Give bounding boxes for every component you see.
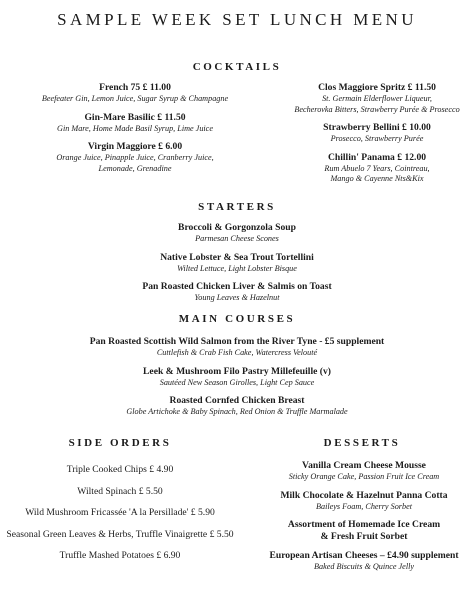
starter-name: Pan Roasted Chicken Liver & Salmis on Toast <box>142 281 332 292</box>
starters-heading: STARTERS <box>198 201 276 213</box>
dessert-item <box>254 460 474 483</box>
dessert-desc: Baileys Foam, Cherry Sorbet <box>316 501 412 511</box>
menu-title: SAMPLE WEEK SET LUNCH MENU <box>57 10 417 29</box>
starter-desc: Parmesan Cheese Scones <box>195 234 279 243</box>
cocktail-name: Chillin' Panama £ 12.00 <box>327 151 427 163</box>
cocktail-item <box>10 141 260 174</box>
side-order-item: Triple Cooked Chips £ 4.90 <box>66 464 174 475</box>
side-orders-heading: SIDE ORDERS <box>68 437 172 449</box>
cocktail-desc: Lemonade, Grenadine <box>98 163 172 173</box>
cocktail-desc: St. Germain Elderflower Liqueur, <box>322 94 432 103</box>
starter-item <box>0 222 474 245</box>
main-course-desc: Cuttlefish & Crab Fish Cake, Watercress Velouté <box>156 348 318 357</box>
dessert-item <box>254 490 474 513</box>
starters-list <box>0 222 474 311</box>
cocktail-desc: Rum Abuelo 7 Years, Cointreau, <box>324 163 430 173</box>
starter-desc: Young Leaves & Hazelnut <box>194 293 280 302</box>
cocktail-desc: Beefeater Gin, Lemon Juice, Sugar Syrup & Champagne <box>41 94 229 103</box>
main-course-name: Leek & Mushroom Filo Pastry Millefeuille (v) <box>143 365 331 377</box>
dessert-name: Milk Chocolate & Hazelnut Panna Cotta <box>280 489 448 501</box>
starter-item <box>0 252 474 275</box>
starter-name: Broccoli & Gorgonzola Soup <box>178 222 296 233</box>
dessert-item <box>254 550 474 573</box>
cocktail-name: French 75 £ 11.00 <box>99 82 171 93</box>
cocktail-name: Strawberry Bellini £ 10.00 <box>323 122 431 133</box>
dessert-item <box>254 519 474 543</box>
main-course-item <box>0 336 474 359</box>
cocktail-desc: Prosecco, Strawberry Purée <box>330 134 424 143</box>
cocktail-item <box>10 112 260 135</box>
dessert-name-line2: & Fresh Fruit Sorbet <box>320 531 408 542</box>
main-course-name: Pan Roasted Scottish Wild Salmon from the River Tyne - £5 supplement <box>89 336 385 347</box>
main-course-name: Roasted Cornfed Chicken Breast <box>169 395 305 406</box>
main-course-desc: Sautéed New Season Girolles, Light Cep Sauce <box>159 377 315 387</box>
dessert-name: Vanilla Cream Cheese Mousse <box>302 460 426 471</box>
main-course-item <box>0 366 474 389</box>
main-course-item <box>0 395 474 418</box>
cocktails-right-column <box>285 82 469 192</box>
main-courses-list <box>0 336 474 425</box>
cocktail-name: Virgin Maggiore £ 6.00 <box>87 141 183 152</box>
dessert-desc: Baked Biscuits & Quince Jelly <box>313 562 415 571</box>
dessert-desc: Sticky Orange Cake, Passion Fruit Ice Cream <box>288 472 440 481</box>
cocktail-desc: Gin Mare, Home Made Basil Syrup, Lime Juice <box>57 123 213 133</box>
side-order-item: Truffle Mashed Potatoes £ 6.90 <box>59 550 181 561</box>
side-orders-list <box>0 464 240 572</box>
desserts-list <box>254 460 474 580</box>
cocktail-name: Gin-Mare Basilic £ 11.50 <box>84 111 186 123</box>
starter-item <box>0 281 474 304</box>
side-order-item: Wilted Spinach £ 5.50 <box>77 485 163 497</box>
cocktail-desc: Mango & Cayenne Nts&Kix <box>330 174 424 183</box>
side-order-item: Seasonal Green Leaves & Herbs, Truffle Vinaigrette £ 5.50 <box>6 528 234 540</box>
cocktail-name: Clos Maggiore Spritz £ 11.50 <box>318 82 436 93</box>
main-courses-heading: MAIN COURSES <box>178 313 296 325</box>
main-course-desc: Globe Artichoke & Baby Spinach, Red Onion & Truffle Marmalade <box>126 407 348 416</box>
starter-name: Native Lobster & Sea Trout Tortellini <box>160 251 314 263</box>
cocktail-item <box>285 82 469 115</box>
dessert-name: European Artisan Cheeses – £4.90 supplement <box>269 550 459 561</box>
cocktail-desc: Orange Juice, Pinapple Juice, Cranberry Juice, <box>56 153 214 162</box>
cocktail-item <box>285 122 469 145</box>
side-order-item: Wild Mushroom Fricassée 'A la Persillade' £ 5.90 <box>25 507 215 518</box>
cocktails-left-column <box>10 82 260 181</box>
cocktail-item <box>10 82 260 105</box>
cocktail-desc: Becherovka Bitters, Strawberry Purée & Prosecco <box>294 104 460 114</box>
starter-desc: Wilted Lettuce, Light Lobster Bisque <box>177 263 297 273</box>
cocktail-item <box>285 152 469 185</box>
desserts-heading: DESSERTS <box>323 437 401 449</box>
cocktails-heading: COCKTAILS <box>192 61 282 73</box>
dessert-name: Assortment of Homemade Ice Cream <box>287 519 441 530</box>
